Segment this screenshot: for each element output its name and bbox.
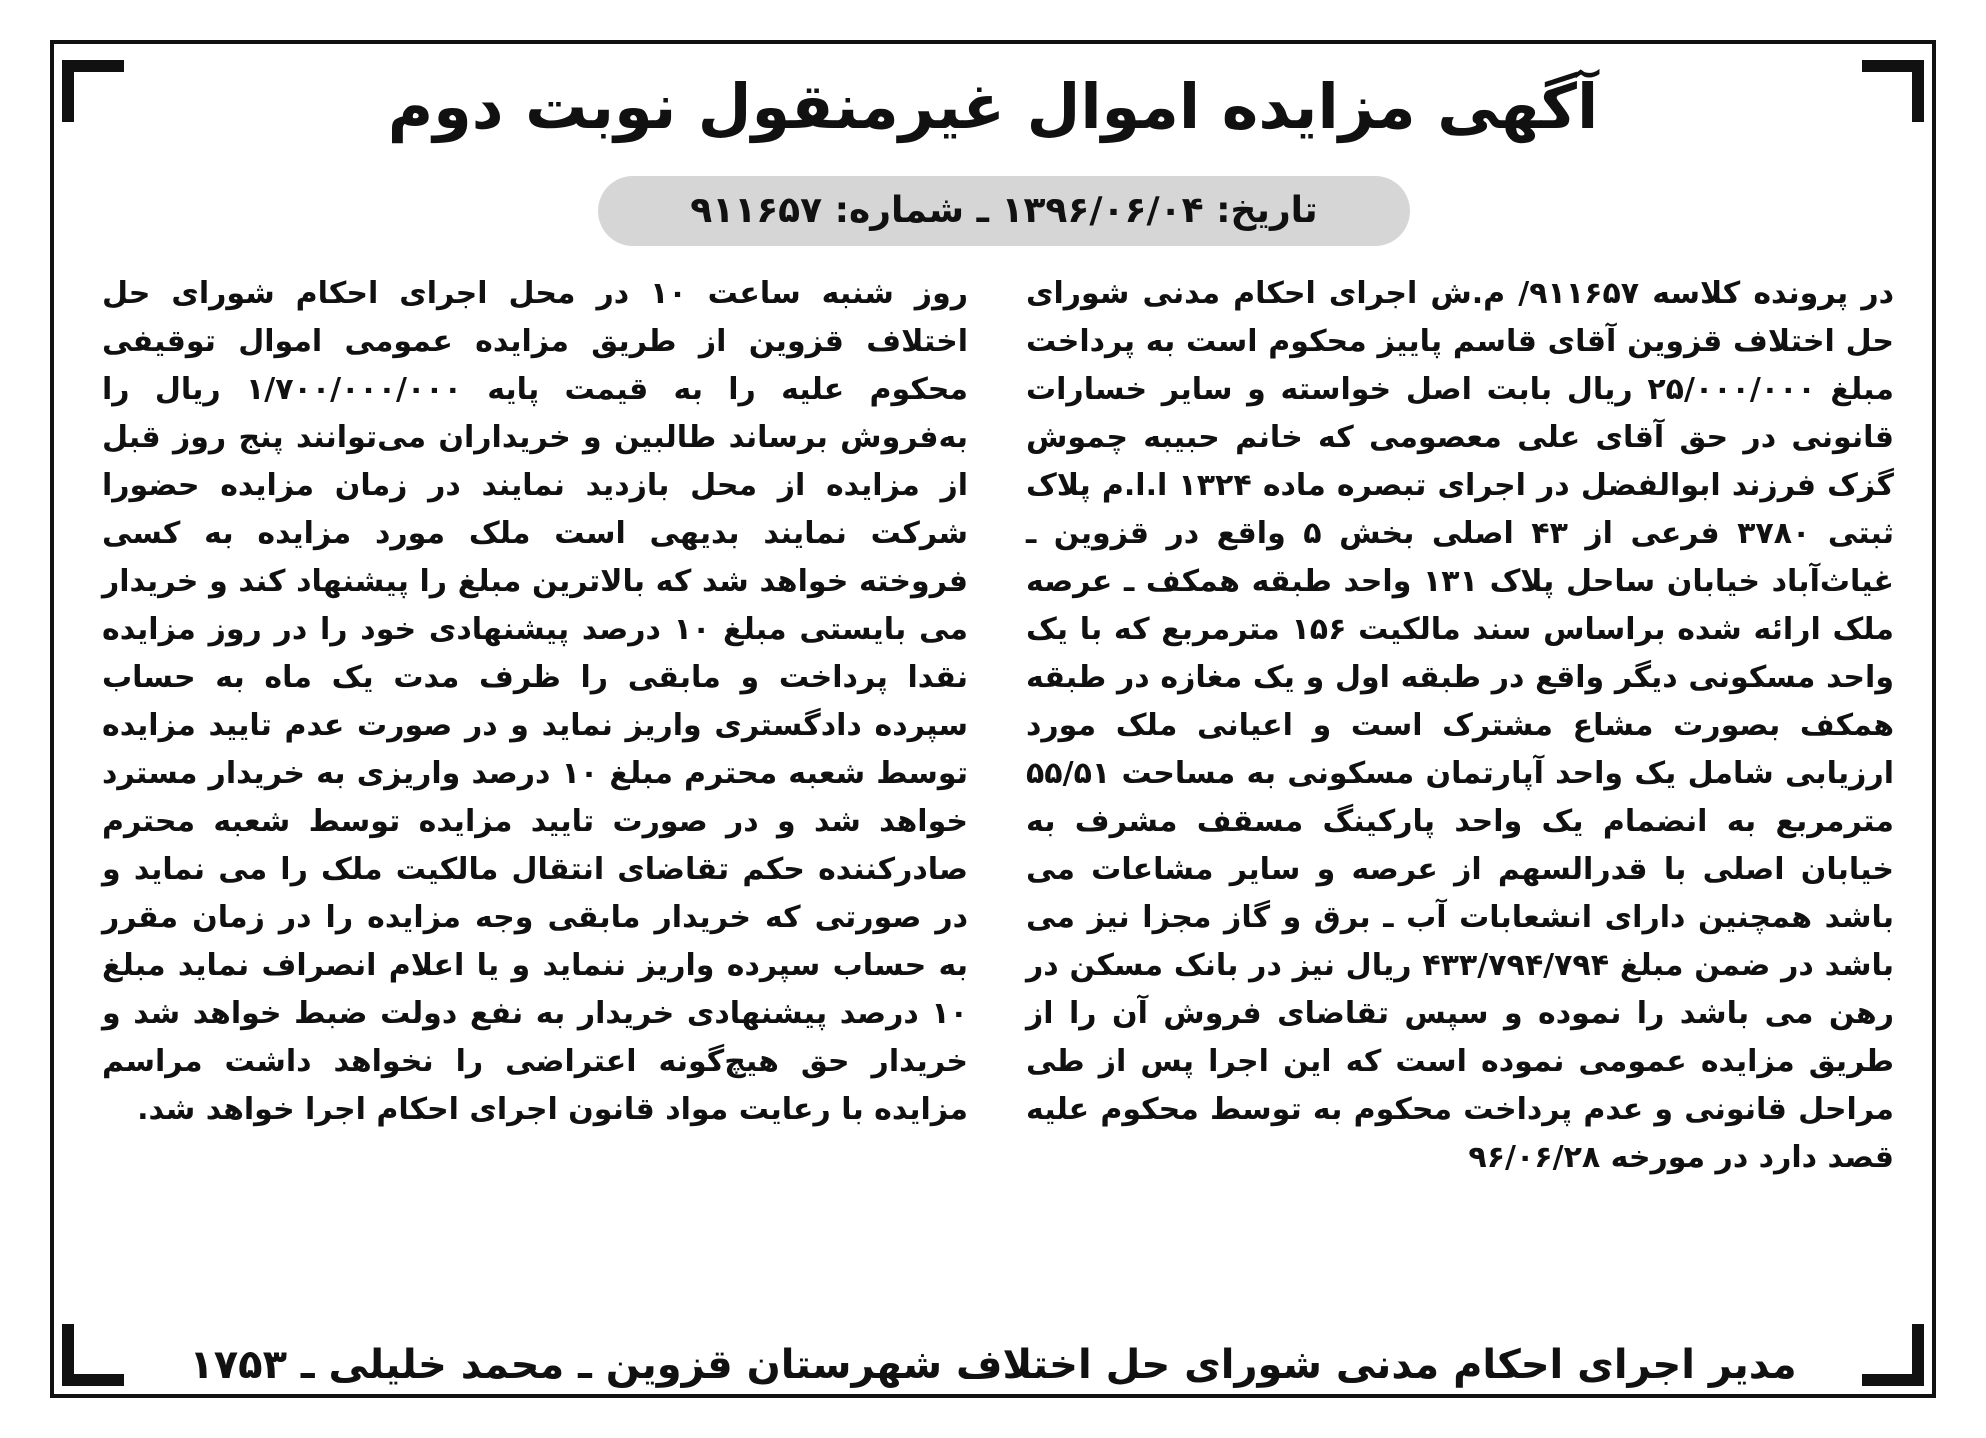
notice-title: آگهی مزایده اموال غیرمنقول نوبت دوم [387,70,1599,143]
corner-ornament-top-right-vertical [1912,60,1924,122]
body-column-right: در پرونده کلاسه ۹۱۱۶۵۷/ م.ش اجرای احکام مدنی شورای حل اختلاف قزوین آقای قاسم پاییز محکوم است به پرداخت مبلغ ۲۵/۰۰۰/۰۰۰ ریال بابت اصل خواسته و سایر خسارات قانونی در حق آقای علی معصومی که خانم حبیبه چموش گزک فرزند ابوالفضل در اجرای تبصره ماده ۱۳۲۴ ا.ا.م پلاک ثبتی ۳۷۸۰ فرعی از ۴۳ اصلی بخش ۵ واقع در قزوین ـ غیاث‌آباد خیابان ساحل پلاک ۱۳۱ واحد طبقه همکف ـ عرصه ملک ارائه شده براساس سند مالکیت ۱۵۶ مترمربع که با یک واحد مسکونی دیگر واقع در طبقه اول و یک مغازه در طبقه همکف بصورت مشاع مشترک است و اعیانی ملک مورد ارزیابی شامل یک واحد آپارتمان مسکونی به مساحت ۵۵/۵۱ مترمربع به انضمام یک واحد پارکینگ مسقف مشرف به خیابان اصلی با قدرالسهم از عرصه و سایر مشاعات می باشد همچنین دارای انشعابات آب ـ برق و گاز مجزا نیز می باشد در ضمن مبلغ ۴۳۳/۷۹۴/۷۹۴ ریال نیز در بانک مسکن در رهن می باشد را نموده و سپس تقاضای فروش آن را از طریق مزایده عمومی نموده است که این اجرا پس از طی مراحل قانونی و عدم پرداخت محکوم به توسط محکوم علیه قصد دارد در مورخه ۹۶/۰۶/۲۸ [1026,276,1895,1175]
body-column-left: روز شنبه ساعت ۱۰ در محل اجرای احکام شورای حل اختلاف قزوین از طریق مزایده عمومی اموال توقیفی محکوم علیه را به قیمت پایه ۱/۷۰۰/۰۰۰/۰۰۰ ریال را به‌فروش برساند طالبین و خریداران می‌توانند پنج روز قبل از مزایده از محل بازدید نمایند در زمان مزایده حضورا شرکت نمایند بدیهی است ملک مورد مزایده به کسی فروخته خواهد شد که بالاترین مبلغ را پیشنهاد کند و خریدار می بایستی مبلغ ۱۰ درصد پیشنهادی خود را در روز مزایده نقدا پرداخت و مابقی را ظرف مدت یک ماه به حساب سپرده دادگستری واریز نماید و در صورت عدم تایید مزایده توسط شعبه محترم مبلغ ۱۰ درصد واریزی به خریدار مسترد خواهد شد و در صورت تایید مزایده توسط شعبه محترم صادرکننده حکم تقاضای انتقال مالکیت ملک را می نماید و در صورتی که خریدار مابقی وجه مزایده را در زمان مقرر به حساب سپرده واریز ننماید و یا اعلام انصراف نماید مبلغ ۱۰ درصد پیشنهادی خریدار به نفع دولت ضبط خواهد شد و خریدار حق هیچ‌گونه اعتراضی را نخواهد داشت مراسم مزایده با رعایت مواد قانون اجرای احکام اجرا خواهد شد. [102,276,968,1127]
corner-ornament-bottom-left-vertical [62,1324,74,1386]
signature-line: مدیر اجرای احکام مدنی شورای حل اختلاف شهرستان قزوین ـ محمد خلیلی ـ ۱۷۵۳ [189,1342,1797,1388]
corner-ornament-bottom-right-vertical [1912,1324,1924,1386]
corner-ornament-top-left-vertical [62,60,74,122]
date-number-text: تاریخ: ۱۳۹۶/۰۶/۰۴ ـ شماره: ۹۱۱۶۵۷ [690,190,1318,231]
